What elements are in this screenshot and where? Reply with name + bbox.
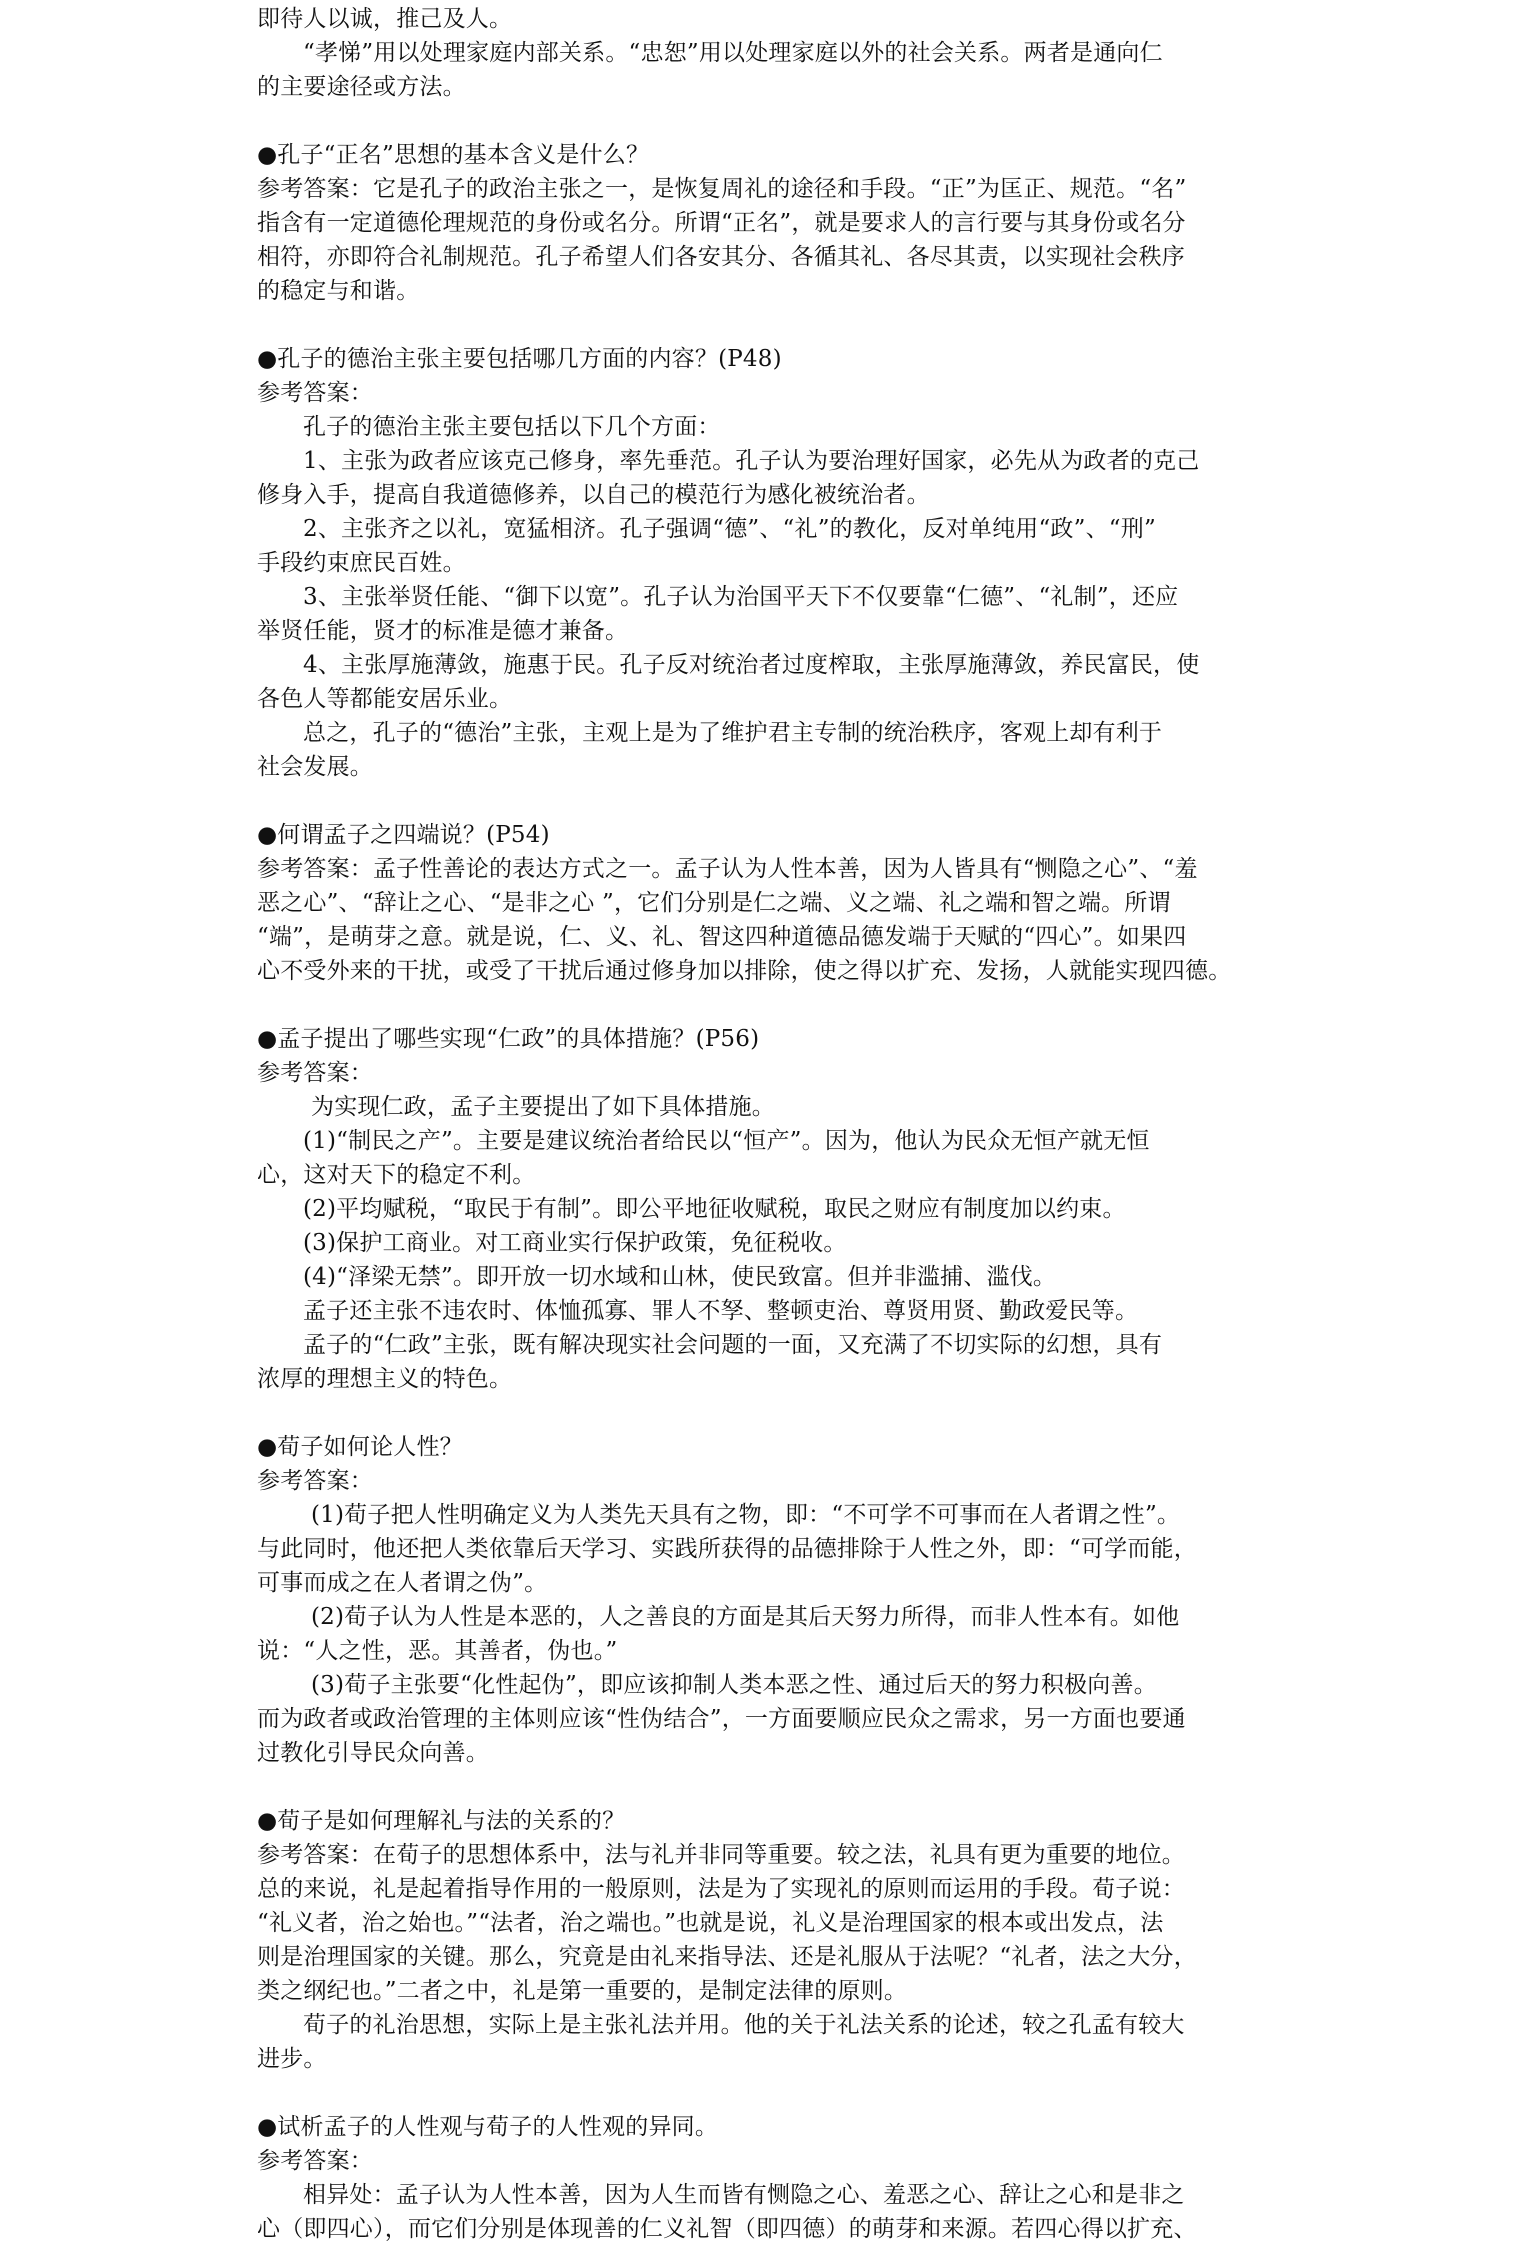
text-line: 浓厚的理想主义的特色。 [257, 1366, 513, 1392]
question-heading: ●荀子如何论人性？ [257, 1434, 463, 1460]
question-heading: ●何谓孟子之四端说？(P54) [257, 822, 550, 848]
text-line: (2)平均赋税，“取民于有制”。即公平地征收赋税，取民之财应有制度加以约束。 [303, 1196, 1126, 1222]
section-dezhi [257, 342, 1278, 784]
text-line: 相符，亦即符合礼制规范。孔子希望人们各安其分、各循其礼、各尽其责，以实现社会秩序 [257, 244, 1185, 270]
text-line: 过教化引导民众向善。 [257, 1740, 489, 1766]
text-line: (4)“泽梁无禁”。即开放一切水域和山林，使民致富。但并非滥捕、滥伐。 [303, 1264, 1057, 1290]
text-line: 荀子的礼治思想，实际上是主张礼法并用。他的关于礼法关系的论述，较之孔孟有较大 [303, 2012, 1185, 2038]
text-line: 举贤任能，贤才的标准是德才兼备。 [257, 618, 629, 644]
section-renzheng [257, 1022, 1278, 1396]
question-heading: ●孔子的德治主张主要包括哪几方面的内容？(P48) [257, 346, 782, 372]
text-line: 参考答案： [257, 380, 373, 406]
text-line: (1)“制民之产”。主要是建议统治者给民以“恒产”。因为，他认为民众无恒产就无恒 [303, 1128, 1150, 1154]
text-line: 总的来说，礼是起着指导作用的一般原则，法是为了实现礼的原则而运用的手段。荀子说： [257, 1876, 1185, 1902]
text-line: 心不受外来的干扰，或受了干扰后通过修身加以排除，使之得以扩充、发扬，人就能实现四德。 [257, 958, 1232, 984]
text-line: “端”，是萌芽之意。就是说，仁、义、礼、智这四种道德品德发端于天赋的“四心”。如果四 [257, 924, 1187, 950]
text-line: 参考答案：在荀子的思想体系中，法与礼并非同等重要。较之法，礼具有更为重要的地位。 [257, 1842, 1185, 1868]
text-line: (2)荀子认为人性是本恶的，人之善良的方面是其后天努力所得，而非人性本有。如他 [311, 1604, 1180, 1630]
section-siduan [257, 818, 1278, 988]
text-line: 即待人以诚，推己及人。 [257, 6, 513, 32]
section-zhengming [257, 138, 1278, 308]
text-line: 进步。 [257, 2046, 327, 2072]
question-heading: ●荀子是如何理解礼与法的关系的？ [257, 1808, 626, 1834]
text-line: 手段约束庶民百姓。 [257, 550, 466, 576]
text-line: 为实现仁政，孟子主要提出了如下具体措施。 [311, 1094, 775, 1120]
text-line: (3)荀子主张要“化性起伪”，即应该抑制人类本恶之性、通过后天的努力积极向善。 [311, 1672, 1157, 1698]
text-line: 总之，孔子的“德治”主张，主观上是为了维护君主专制的统治秩序，客观上却有利于 [303, 720, 1163, 746]
document-body [257, 2, 1278, 2246]
text-line: “孝悌”用以处理家庭内部关系。“忠恕”用以处理家庭以外的社会关系。两者是通向仁 [303, 40, 1163, 66]
text-line: 而为政者或政治管理的主体则应该“性伪结合”，一方面要顺应民众之需求，另一方面也要通 [257, 1706, 1186, 1732]
text-line: (1)荀子把人性明确定义为人类先天具有之物，即：“不可学不可事而在人者谓之性”。 [311, 1502, 1181, 1528]
text-line: 参考答案： [257, 2148, 373, 2174]
text-line: 类之纲纪也。”二者之中，礼是第一重要的，是制定法律的原则。 [257, 1978, 908, 2004]
text-line: (3)保护工商业。对工商业实行保护政策，免征税收。 [303, 1230, 847, 1256]
text-line: 各色人等都能安居乐业。 [257, 686, 513, 712]
text-line: 可事而成之在人者谓之伪”。 [257, 1570, 548, 1596]
text-line: 孟子的“仁政”主张，既有解决现实社会问题的一面，又充满了不切实际的幻想，具有 [303, 1332, 1163, 1358]
section-lifa [257, 1804, 1278, 2076]
text-line: 参考答案：孟子性善论的表达方式之一。孟子认为人性本善，因为人皆具有“恻隐之心”、“羞 [257, 856, 1198, 882]
text-line: 则是治理国家的关键。那么，究竟是由礼来指导法、还是礼服从于法呢？“礼者，法之大分， [257, 1944, 1197, 1970]
text-line: 修身入手，提高自我道德修养，以自己的模范行为感化被统治者。 [257, 482, 930, 508]
question-heading: ●试析孟子的人性观与荀子的人性观的异同。 [257, 2114, 719, 2140]
text-line: 3、主张举贤任能、“御下以宽”。孔子认为治国平天下不仅要靠“仁德”、“礼制”，还应 [303, 584, 1179, 610]
text-line: 相异处：孟子认为人性本善，因为人生而皆有恻隐之心、羞恶之心、辞让之心和是非之 [303, 2182, 1185, 2208]
text-line: 的稳定与和谐。 [257, 278, 420, 304]
text-line: 参考答案： [257, 1468, 373, 1494]
section-mengxun [257, 2110, 1278, 2246]
question-heading: ●孔子“正名”思想的基本含义是什么？ [257, 142, 650, 168]
text-line: 参考答案：它是孔子的政治主张之一，是恢复周礼的途径和手段。“正”为匡正、规范。“名” [257, 176, 1187, 202]
text-line: 恶之心”、“辞让之心、“是非之心 ”，它们分别是仁之端、义之端、礼之端和智之端。所谓 [257, 890, 1171, 916]
text-line: 心，这对天下的稳定不利。 [257, 1162, 536, 1188]
text-line: 参考答案： [257, 1060, 373, 1086]
section-xunzi-renxing [257, 1430, 1278, 1770]
text-line: 的主要途径或方法。 [257, 74, 466, 100]
text-line: 4、主张厚施薄敛，施惠于民。孔子反对统治者过度榨取，主张厚施薄敛，养民富民，使 [303, 652, 1200, 678]
text-line: 指含有一定道德伦理规范的身份或名分。所谓“正名”，就是要求人的言行要与其身份或名分 [257, 210, 1186, 236]
text-line: 2、主张齐之以礼，宽猛相济。孔子强调“德”、“礼”的教化，反对单纯用“政”、“刑” [303, 516, 1156, 542]
text-line: 社会发展。 [257, 754, 373, 780]
text-line: 心（即四心），而它们分别是体现善的仁义礼智（即四德）的萌芽和来源。若四心得以扩充、 [257, 2216, 1197, 2242]
text-line: “礼义者，治之始也。”“法者，治之端也。”也就是说，礼义是治理国家的根本或出发点，法 [257, 1910, 1164, 1936]
text-line: 孔子的德治主张主要包括以下几个方面： [303, 414, 721, 440]
question-heading: ●孟子提出了哪些实现“仁政”的具体措施？(P56) [257, 1026, 760, 1052]
section-intro [257, 2, 1278, 104]
text-line: 1、主张为政者应该克己修身，率先垂范。孔子认为要治理好国家，必先从为政者的克己 [303, 448, 1200, 474]
text-line: 与此同时，他还把人类依靠后天学习、实践所获得的品德排除于人性之外，即：“可学而能， [257, 1536, 1197, 1562]
text-line: 孟子还主张不违农时、体恤孤寡、罪人不孥、整顿吏治、尊贤用贤、勤政爱民等。 [303, 1298, 1139, 1324]
text-line: 说：“人之性，恶。其善者，伪也。” [257, 1638, 618, 1664]
